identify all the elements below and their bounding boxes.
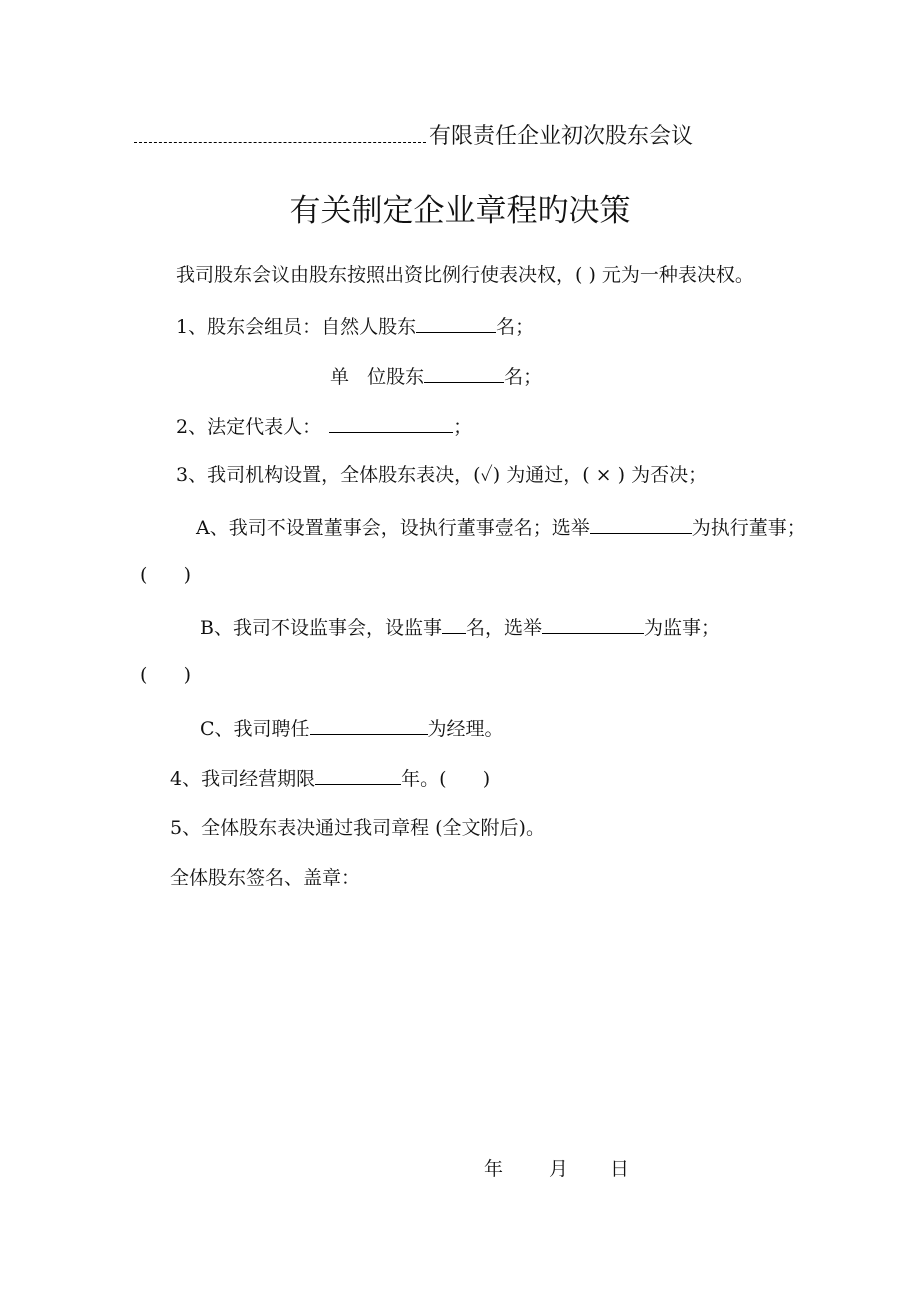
date-year: 年 bbox=[484, 1158, 504, 1180]
item-c-prefix: C、我司聘任 bbox=[200, 718, 310, 740]
natural-person-count-blank[interactable] bbox=[416, 312, 496, 333]
item-c bbox=[200, 714, 504, 742]
item-a-prefix: A、我司不设置董事会，设执行董事壹名；选举 bbox=[196, 517, 590, 539]
item-5: 5、全体股东表决通过我司章程 (全文附后)。 bbox=[170, 817, 545, 839]
supervisor-name-blank[interactable] bbox=[542, 613, 644, 634]
item-3: 3、我司机构设置，全体股东表决，(✓) 为通过，( × ) 为否决； bbox=[176, 464, 708, 486]
unit-shareholder-suffix: 名； bbox=[504, 366, 543, 388]
executive-director-blank[interactable] bbox=[590, 513, 692, 534]
signature-label: 全体股东签名、盖章： bbox=[170, 867, 361, 889]
item-1-unit bbox=[330, 362, 542, 390]
date-month: 月 bbox=[549, 1158, 569, 1180]
item-c-suffix: 为经理。 bbox=[427, 718, 504, 740]
item-b-middle: 名，选举 bbox=[465, 617, 542, 639]
item-1-prefix: 1、股东会组员：自然人股东 bbox=[176, 316, 417, 338]
unit-shareholder-label: 单 位股东 bbox=[330, 366, 425, 388]
unit-shareholder-count-blank[interactable] bbox=[424, 362, 504, 383]
item-4-prefix: 4、我司经营期限 bbox=[170, 768, 316, 790]
item-b-suffix: 为监事； bbox=[643, 617, 720, 639]
item-1-suffix: 名； bbox=[496, 316, 535, 338]
date-day: 日 bbox=[610, 1158, 630, 1180]
item-b-prefix: B、我司不设监事会，设监事 bbox=[200, 617, 442, 639]
legal-representative-blank[interactable] bbox=[329, 412, 453, 433]
operating-term-blank[interactable] bbox=[315, 764, 401, 785]
company-title: 有限责任企业初次股东会议 bbox=[429, 124, 694, 149]
item-b-paren[interactable]: ( ) bbox=[140, 664, 192, 686]
company-name-blank[interactable] bbox=[134, 122, 426, 143]
manager-name-blank[interactable] bbox=[310, 714, 428, 735]
item-b bbox=[200, 613, 720, 641]
item-1 bbox=[176, 312, 534, 340]
item-2-prefix: 2、法定代表人： bbox=[176, 416, 322, 438]
item-a bbox=[196, 513, 806, 541]
item-2 bbox=[176, 412, 472, 440]
item-2-suffix: ； bbox=[453, 416, 473, 438]
document-title: 有关制定企业章程旳决策 bbox=[289, 193, 631, 229]
item-4-suffix: 年。( ) bbox=[401, 768, 491, 790]
item-a-paren[interactable]: ( ) bbox=[140, 564, 192, 586]
item-a-suffix: 为执行董事； bbox=[691, 517, 806, 539]
item-4 bbox=[170, 764, 490, 792]
supervisor-count-blank[interactable] bbox=[442, 613, 466, 634]
company-title-line bbox=[134, 122, 693, 152]
intro-paragraph: 我司股东会议由股东按照出资比例行使表决权，( ) 元为一种表决权。 bbox=[176, 264, 754, 286]
